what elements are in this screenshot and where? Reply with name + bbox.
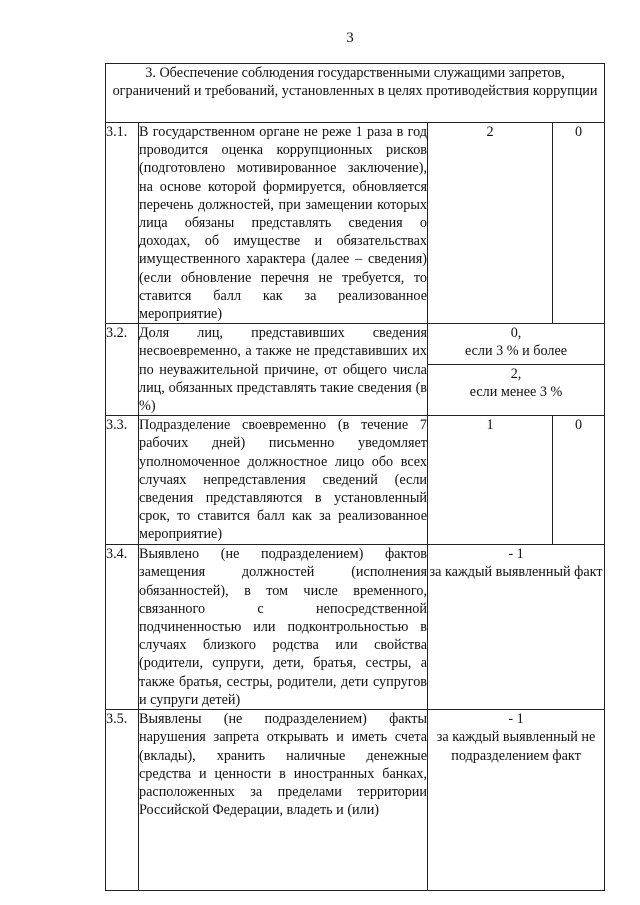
criteria-table [105, 63, 605, 891]
table-row [106, 324, 605, 365]
criterion-text: В государственном органе не реже 1 раза в год проводится оценка коррупционных рисков (подготовлено мотивированное заключение), на основе которой формируется, обновляется перечень должностей, при замещении которых лица обязаны представлять сведения о доходах, об имуществе и обязательствах имущественного характера (далее – сведения) (если обновление перечня не требуется, то ставится балл как за реализованное мероприятие) [139, 124, 427, 323]
section-title: 3. Обеспечение соблюдения государственными служащими запретов, ограничений и требований, установленных в целях противодействия коррупции [106, 64, 605, 123]
row-number: 3.2. [106, 324, 139, 416]
score-value: - 1 [508, 546, 524, 563]
score-option-a [428, 324, 605, 365]
score-condition: за каждый выявленный не подразделением факт [436, 729, 596, 764]
row-number: 3.1. [106, 123, 139, 324]
row-number: 3.4. [106, 545, 139, 710]
score-value: - 1 [508, 711, 524, 728]
section-header-row [106, 64, 605, 123]
criterion-text: Доля лиц, представивших сведения несвоевременно, а также не представивших их по неуважительной причине, от общего числа лиц, обязанных представлять такие сведения (в %) [139, 325, 427, 415]
table-row [106, 416, 605, 545]
score-option-b [428, 365, 605, 416]
table-row [106, 123, 605, 324]
score-implemented: 1 [428, 416, 553, 545]
criterion-text: Подразделение своевременно (в течение 7 рабочих дней) письменно уведомляет уполномоченное должностное лицо обо всех случаях непредставления сведений (если сведения представляются в установленный срок, то ставится балл как за реализованное мероприятие) [139, 416, 428, 545]
criterion-text: Выявлены (не подразделением) факты нарушения запрета открывать и иметь счета (вклады), хранить наличные денежные средства и ценности в иностранных банках, расположенных за пределами территории Российской Федерации, владеть и (или) [139, 710, 428, 891]
score-per-fact [428, 545, 605, 710]
score-implemented: 2 [428, 123, 553, 324]
score-not-implemented: 0 [553, 123, 605, 324]
criterion-text: Выявлено (не подразделением) фактов замещения должностей (исполнения обязанностей), в том числе временного, связанного с непосредственной подчиненностью или подконтрольностью в случаях близкого родства или свойства (родители, супруги, дети, братья, сестры, а также братья, сестры, родители, дети супругов и супруги детей) [139, 546, 427, 708]
row-number: 3.3. [106, 416, 139, 545]
score-condition: за каждый выявленный факт [429, 564, 603, 581]
score-b-value: 2, [510, 366, 522, 383]
score-a-value: 0, [510, 325, 522, 342]
score-per-fact [428, 710, 605, 891]
score-a-condition: если 3 % и более [464, 343, 568, 360]
score-not-implemented: 0 [553, 416, 605, 545]
table-row [106, 710, 605, 891]
score-b-condition: если менее 3 % [469, 384, 563, 401]
table-row [106, 545, 605, 710]
page-number: 3 [346, 30, 354, 46]
row-number: 3.5. [106, 710, 139, 891]
